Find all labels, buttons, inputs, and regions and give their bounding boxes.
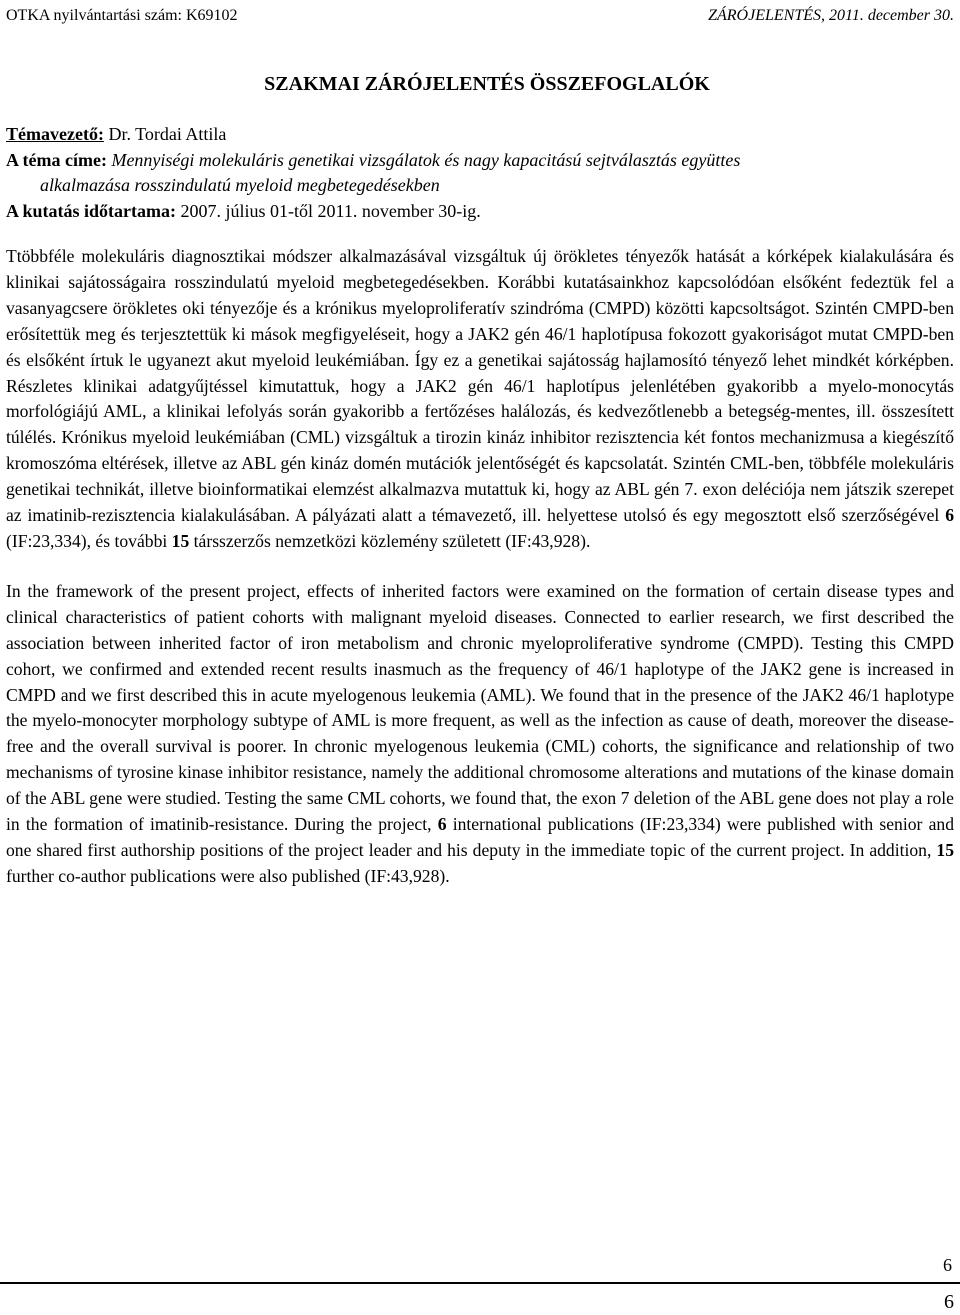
duration-label: A kutatás időtartama: bbox=[6, 200, 176, 221]
supervisor-line bbox=[6, 122, 954, 148]
topic-line bbox=[6, 148, 954, 174]
hungarian-summary-text-3: társszerzős nemzetközi közlemény született (IF:43,928). bbox=[189, 530, 591, 551]
topic-value-line2: alkalmazása rosszindulatú myeloid megbetegedésekben bbox=[40, 175, 440, 195]
project-metadata bbox=[6, 122, 954, 224]
header-report-date: ZÁRÓJELENTÉS, 2011. december 30. bbox=[708, 7, 954, 24]
topic-label: A téma címe: bbox=[6, 149, 107, 170]
duration-value: 2007. július 01-től 2011. november 30-ig. bbox=[180, 200, 481, 221]
english-first-author-count: 6 bbox=[437, 814, 447, 835]
english-summary bbox=[6, 579, 954, 890]
page-number: 6 bbox=[943, 1255, 952, 1275]
english-summary-text-2: international publications (IF:23,334) were published with senior and one shared first authorship positions of the project leader and his deputy in the immediate topic of the current project. In addition, bbox=[6, 814, 954, 860]
page-number-bottom: 6 bbox=[944, 1291, 954, 1313]
header-registration-number: OTKA nyilvántartási szám: K69102 bbox=[6, 7, 238, 24]
hungarian-first-author-count: 6 bbox=[945, 505, 954, 526]
duration-line bbox=[6, 199, 954, 225]
english-summary-text-1: In the framework of the present project, effects of inherited factors were examined on the formation of certain disease types and clinical characteristics of patient cohorts with malignant myeloid diseases. Connected to earlier research, we first described the association between inherited factor of iron metabolism and chronic myeloproliferative syndrome (CMPD). Testing this CMPD cohort, we confirmed and extended recent results inasmuch as the frequency of 46/1 haplotype of the JAK2 gene is increased in CMPD and we first described this in acute myelogenous leukemia (AML). We found that in the presence of the JAK2 46/1 haplotype the myelo-monocyter morphology subtype of AML is more frequent, as well as the infection as cause of death, moreover the disease-free and the overall survival is poorer. In chronic myelogenous leukemia (CML) cohorts, the significance and relationship of two mechanisms of tyrosine kinase inhibitor resistance, namely the additional chromosome alterations and mutations of the kinase domain of the ABL gene were studied. Testing the same CML cohorts, we found that, the exon 7 deletion of the ABL gene does not play a role in the formation of imatinib-resistance. During the project, bbox=[6, 580, 954, 835]
document-title: SZAKMAI ZÁRÓJELENTÉS ÖSSZEFOGLALÓK bbox=[264, 73, 710, 95]
topic-value-line1: Mennyiségi molekuláris genetikai vizsgálatok és nagy kapacitású sejtválasztás együttes bbox=[111, 149, 741, 170]
hungarian-summary-text-1: Ttöbbféle molekuláris diagnosztikai módszer alkalmazásával vizsgáltuk új örökletes tényezők hatását a kórképek kialakulására és klinikai sajátosságaira rosszindulatú myeloid megbetegedésekben. Korábbi kutatásainkhoz kapcsolódóan elsőként fedeztük fel a vasanyagcsere örökletes oki tényezője és a krónikus myeloproliferatív szindróma (CMPD) közötti kapcsoltságot. Szintén CMPD-ben erősítettük meg és terjesztettük ki mások megfigyeléseit, hogy a JAK2 gén 46/1 haplotípusa fokozott gyakoriságot mutat CMPD-ben és elsőként írtuk le ugyanezt akut myeloid leukémiában. Így ez a genetikai sajátosság hajlamosító tényező lehet mindkét kórképben. Részletes klinikai adatgyűjtéssel kimutattuk, hogy a JAK2 gén 46/1 haplotípus jelenlétében gyakoribb a myelo-monocytás morfológiájú AML, a klinikai lefolyás során gyakoribb a fertőzéses halálozás, és kedvezőtlenebb a betegség-mentes, ill. összesített túlélés. Krónikus myeloid leukémiában (CML) vizsgáltuk a tirozin kináz inhibitor rezisztencia két fontos mechanizmusa a kiegészítő kromoszóma eltérések, illetve az ABL gén kináz domén mutációk jelentőségét és kapcsolatát. Szintén CML-ben, többféle molekuláris genetikai technikát, illetve bioinformatikai elemzést alkalmazva mutattuk ki, hogy az ABL gén 7. exon deléciója nem játszik szerepet az imatinib-rezisztencia kialakulásában. A pályázati alatt a témavezető, ill. helyettese utolsó és egy megosztott első szerzőségével bbox=[6, 246, 954, 526]
page-header bbox=[6, 6, 954, 28]
supervisor-value: Dr. Tordai Attila bbox=[108, 124, 227, 144]
english-coauthor-count: 15 bbox=[936, 839, 954, 860]
supervisor-label: Témavezető: bbox=[6, 124, 104, 144]
footer-divider bbox=[0, 1282, 960, 1284]
hungarian-coauthor-count: 15 bbox=[171, 530, 190, 551]
english-summary-text-3: further co-author publications were also published (IF:43,928). bbox=[6, 865, 450, 886]
hungarian-summary-text-2: (IF:23,334), és további bbox=[6, 530, 172, 551]
hungarian-summary bbox=[6, 244, 954, 555]
